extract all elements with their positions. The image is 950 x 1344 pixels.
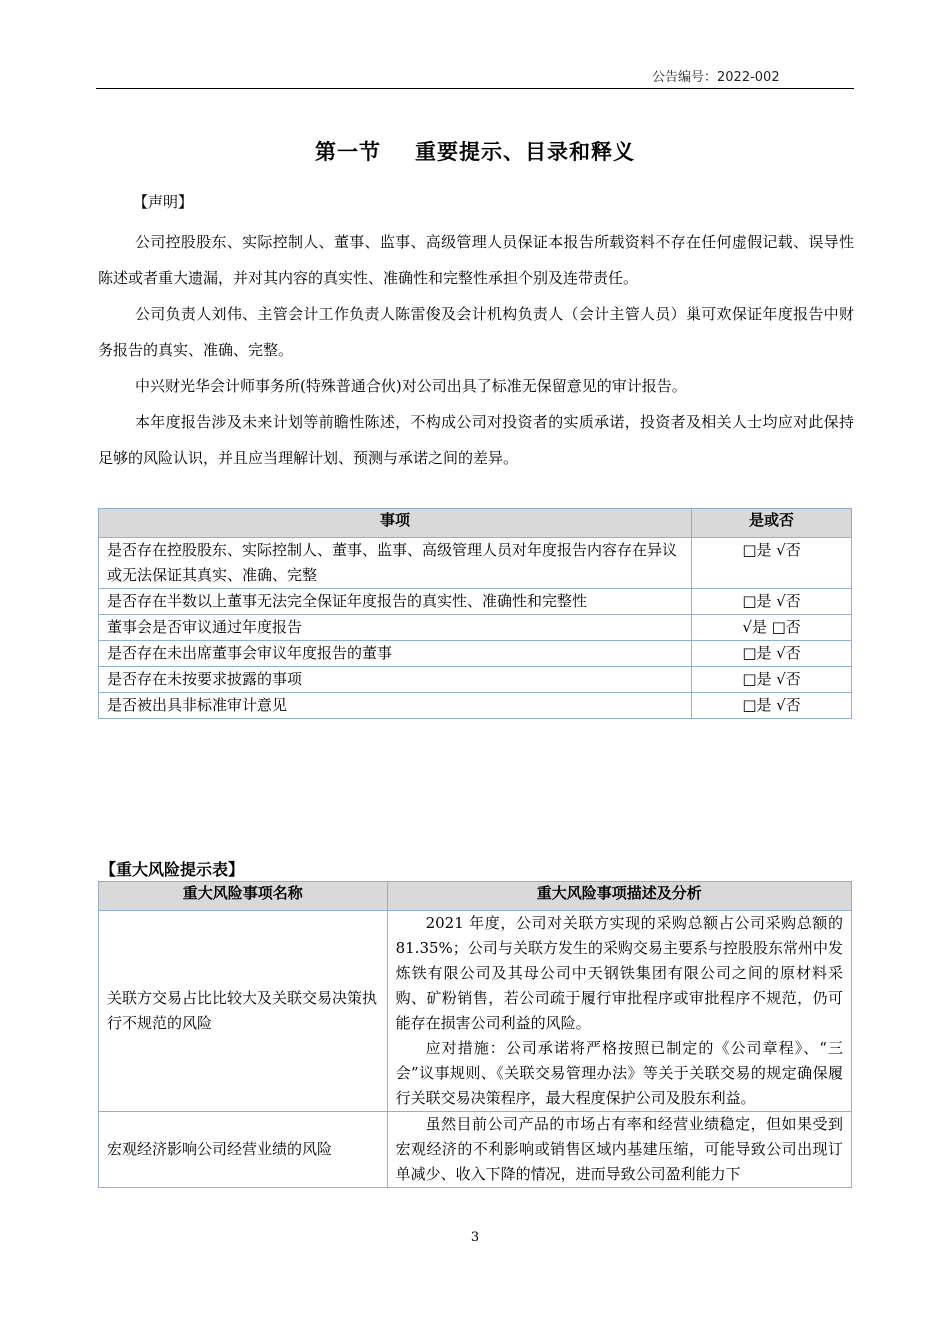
column-header-item: 事项 [99, 509, 692, 538]
item-cell: 是否存在未按要求披露的事项 [99, 667, 692, 693]
table-header-row [99, 509, 852, 538]
announcement-number: 公告编号：2022-002 [652, 70, 780, 85]
table-row [99, 1112, 852, 1188]
answer-cell: □是 √否 [692, 538, 852, 589]
statement-paragraph: 本年度报告涉及未来计划等前瞻性陈述，不构成公司对投资者的实质承诺，投资者及相关人士均应对此保持足够的风险认识，并且应当理解计划、预测与承诺之间的差异。 [98, 413, 854, 467]
table-row [99, 538, 852, 589]
statement-paragraph: 中兴财光华会计师事务所(特殊普通合伙)对公司出具了标准无保留意见的审计报告。 [135, 377, 687, 395]
risk-name-cell: 宏观经济影响公司经营业绩的风险 [99, 1112, 388, 1188]
item-cell: 是否存在控股股东、实际控制人、董事、监事、高级管理人员对年度报告内容存在异议或无法保证其真实、准确、完整 [99, 538, 692, 589]
column-header-answer: 是或否 [692, 509, 852, 538]
risk-name-cell: 关联方交易占比比较大及关联交易决策执行不规范的风险 [99, 911, 388, 1112]
table-row [99, 641, 852, 667]
risk-description-paragraph: 虽然目前公司产品的市场占有率和经营业绩稳定，但如果受到宏观经济的不利影响或销售区域内基建压缩，可能导致公司出现订单减少、收入下降的情况，进而导致公司盈利能力下 [395, 1115, 843, 1183]
risk-description-cell [387, 1112, 851, 1188]
table-row [99, 911, 852, 1112]
page-number: 3 [470, 1230, 480, 1245]
answer-cell: □是 √否 [692, 667, 852, 693]
header-divider [96, 88, 854, 89]
statement-paragraph: 公司控股股东、实际控制人、董事、监事、高级管理人员保证本报告所载资料不存在任何虚假记载、误导性陈述或者重大遗漏，并对其内容的真实性、准确性和完整性承担个别及连带责任。 [98, 233, 854, 287]
statement-heading: 【声明】 [133, 193, 194, 211]
item-cell: 是否被出具非标准审计意见 [99, 693, 692, 719]
table-row [99, 589, 852, 615]
risk-description-paragraph: 2021 年度，公司对关联方实现的采购总额占公司采购总额的 81.35%；公司与关联方发生的采购交易主要系与控股股东常州中发炼铁有限公司及其母公司中天钢铁集团有限公司之间的原材料采购、矿粉销售，若公司疏于履行审批程序或审批程序不规范，仍可能存在损害公司利益的风险。 [395, 914, 843, 1032]
table-row [99, 667, 852, 693]
table-row [99, 693, 852, 719]
answer-cell: □是 √否 [692, 589, 852, 615]
section-title-text: 重要提示、目录和释义 [415, 140, 635, 164]
item-cell: 是否存在未出席董事会审议年度报告的董事 [99, 641, 692, 667]
item-cell: 董事会是否审议通过年度报告 [99, 615, 692, 641]
answer-cell: √是 □否 [692, 615, 852, 641]
section-number: 第一节 [315, 140, 381, 164]
answer-cell: □是 √否 [692, 641, 852, 667]
risk-table-heading: 【重大风险提示表】 [100, 860, 245, 879]
section-title [96, 136, 854, 166]
risk-description-cell [387, 911, 851, 1112]
risk-table [98, 881, 852, 1188]
risk-description-paragraph: 应对措施：公司承诺将严格按照已制定的《公司章程》、“三会”议事规则、《关联交易管理办法》等关于关联交易的规定确保履行关联交易决策程序，最大程度保护公司及股东利益。 [395, 1039, 843, 1107]
column-header-risk-name: 重大风险事项名称 [99, 882, 388, 911]
column-header-risk-description: 重大风险事项描述及分析 [387, 882, 851, 911]
table-row [99, 615, 852, 641]
answer-cell: □是 √否 [692, 693, 852, 719]
table-header-row [99, 882, 852, 911]
statement-paragraph: 公司负责人刘伟、主管会计工作负责人陈雷俊及会计机构负责人（会计主管人员）巢可欢保证年度报告中财务报告的真实、准确、完整。 [98, 305, 854, 359]
items-table [98, 508, 852, 719]
item-cell: 是否存在半数以上董事无法完全保证年度报告的真实性、准确性和完整性 [99, 589, 692, 615]
